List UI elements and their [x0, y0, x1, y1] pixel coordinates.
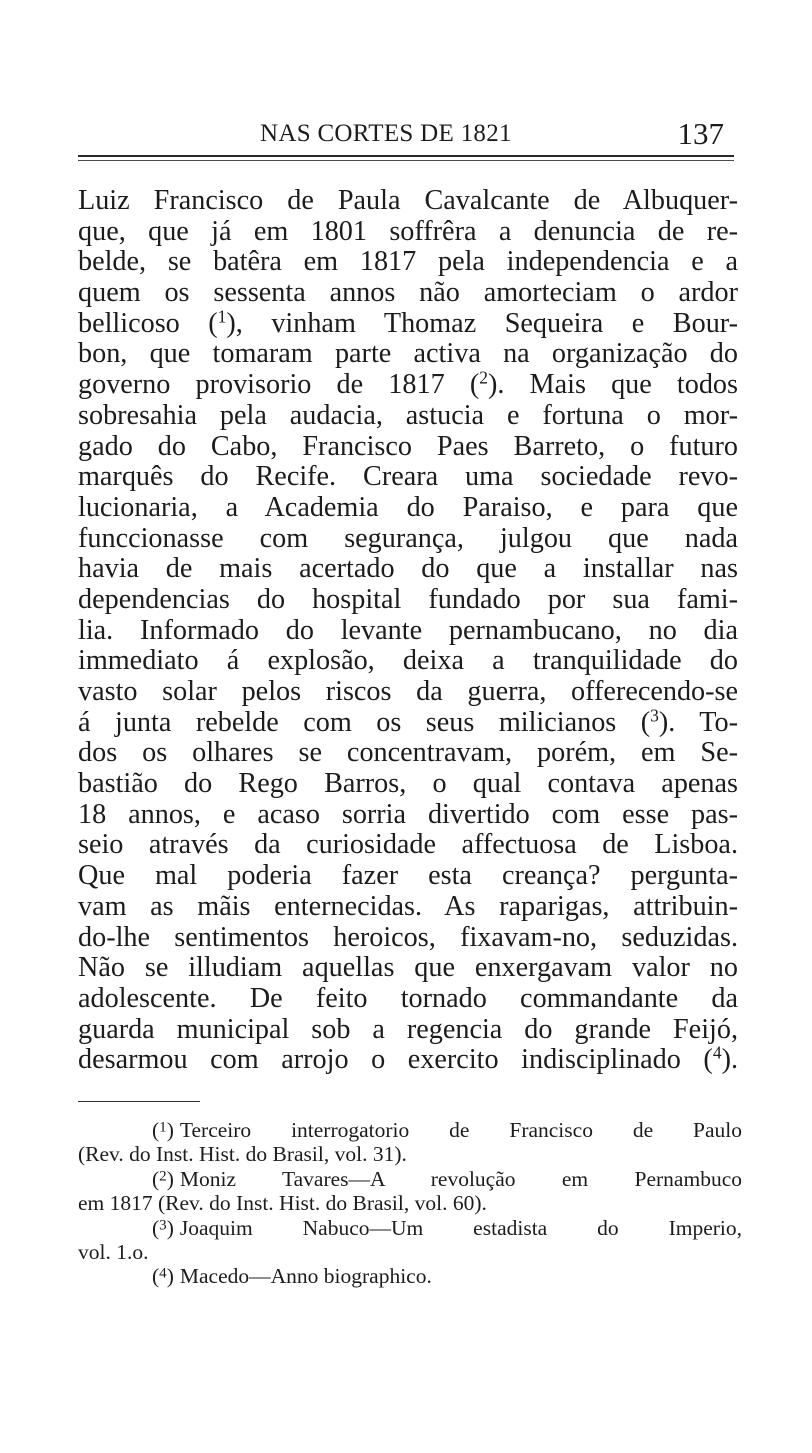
footnote-text: vol. 1.o.: [78, 1239, 149, 1264]
footnote-number: 4: [159, 1266, 167, 1283]
text-line: [78, 984, 738, 1015]
line-text: governo provisorio de 1817 (: [78, 369, 480, 401]
line-text-after: ), vinham Thomaz Sequeira e Bour-: [226, 307, 738, 339]
line-text: quem os sessenta annos não amorteciam o ardor: [78, 277, 738, 309]
text-line: [78, 800, 738, 831]
line-text: á junta rebelde com os seus milicianos (: [78, 706, 651, 738]
line-text: bon, que tomaram parte activa na organização do: [78, 338, 738, 370]
text-line: [78, 339, 738, 370]
footnote-reference: 1: [217, 306, 227, 327]
text-line: [78, 367, 738, 401]
footnote-text: em 1817 (Rev. do Inst. Hist. do Brasil, vol. 60).: [78, 1191, 487, 1216]
line-text: lia. Informado do levante pernambucano, no dia: [78, 614, 738, 646]
footnote-separator: [78, 1101, 200, 1102]
footnote-text: Terceiro interrogatorio de Francisco de Paulo: [179, 1118, 742, 1142]
line-text: bellicoso (: [78, 307, 218, 339]
line-text: sobresahia pela audacia, astucia e fortuna o mor-: [78, 399, 738, 431]
text-line: [78, 830, 738, 861]
line-text-after: ). Mais que todos: [487, 369, 738, 401]
line-text: guarda municipal sob a regencia do grande Feijó,: [78, 1013, 738, 1045]
text-line: [78, 401, 738, 432]
text-line: [78, 432, 738, 463]
text-line: [78, 554, 738, 585]
text-line: [78, 1042, 738, 1076]
footnote-number: 3: [159, 1217, 167, 1234]
line-text: funccionasse com segurança, julgou que nada: [78, 522, 738, 554]
footnote-text: Macedo—Anno biographico.: [179, 1264, 432, 1289]
footnote-line: [78, 1118, 742, 1142]
text-line: [78, 646, 738, 677]
footnote-number: 2: [159, 1168, 167, 1185]
line-text: que, que já em 1801 soffrêra a denuncia de re-: [78, 215, 738, 247]
footnote-line: [78, 1264, 742, 1288]
line-text: 18 annos, e acaso sorria divertido com esse pas-: [78, 798, 738, 830]
line-text: adolescente. De feito tornado commandante da: [78, 982, 738, 1014]
line-text: bastião do Rego Barros, o qual contava apenas: [78, 768, 738, 800]
footnote-line: [78, 1167, 742, 1191]
body-paragraph: [78, 186, 738, 1076]
line-text: vasto solar pelos riscos da guerra, offerecendo-se: [78, 676, 738, 707]
footnote-line: [78, 1240, 742, 1264]
header-rule-thick: [78, 155, 734, 157]
page-number: 137: [677, 116, 724, 151]
line-text: dependencias do hospital fundado por sua fami-: [78, 583, 738, 615]
line-text: gado do Cabo, Francisco Paes Barreto, o futuro: [78, 430, 738, 462]
text-line: [78, 923, 738, 954]
text-line: [78, 278, 738, 309]
text-line: [78, 462, 738, 493]
footnote-reference: 4: [712, 1042, 722, 1063]
footnote-line: [78, 1142, 742, 1166]
footnote-marker: ($^4$): [152, 1264, 174, 1289]
line-text: seio através da curiosidade affectuosa de Lisboa.: [78, 829, 738, 861]
text-line: [78, 738, 738, 769]
line-text-after: ).: [721, 1044, 738, 1076]
footnote-marker: ($^1$): [152, 1118, 174, 1142]
line-text: havia de mais acertado do que a installar nas: [78, 553, 738, 585]
footnote-reference: 2: [479, 367, 488, 388]
text-line: [78, 217, 738, 248]
footnote-text: Moniz Tavares—A revolução em Pernambuco: [179, 1166, 742, 1191]
line-text: marquês do Recife. Creara uma sociedade revo-: [78, 461, 738, 493]
footnote-reference: 3: [650, 705, 659, 726]
text-line: [78, 1015, 738, 1046]
line-text: desarmou com arrojo o exercito indisciplinado (: [78, 1044, 713, 1076]
text-line: [78, 861, 738, 892]
footnote-line: [78, 1191, 742, 1215]
footnote-marker: ($^2$): [152, 1166, 174, 1191]
line-text: Luiz Francisco de Paula Cavalcante de Albuquer-: [78, 185, 738, 216]
text-line: [78, 186, 738, 217]
text-line: [78, 953, 738, 984]
text-line: [78, 616, 738, 647]
text-line: [78, 585, 738, 616]
running-title: NAS CORTES DE 1821: [260, 120, 512, 147]
text-line: [78, 705, 739, 739]
running-head: [78, 116, 734, 152]
line-text: Que mal poderia fazer esta creança? pergunta-: [78, 860, 738, 892]
line-text: belde, se batêra em 1817 pela independencia e a: [78, 246, 738, 278]
line-text: Não se illudiam aquellas que enxergavam valor no: [78, 952, 738, 984]
line-text: do-lhe sentimentos heroicos, fixavam-no, seduzidas.: [78, 921, 738, 953]
text-line: [78, 524, 738, 555]
footnote-text: Joaquim Nabuco—Um estadista do Imperio,: [179, 1215, 742, 1240]
text-line: [78, 769, 738, 800]
line-text: vam as mãis enternecidas. As raparigas, attribuin-: [78, 890, 738, 922]
text-line: [78, 892, 738, 923]
text-line: [78, 493, 738, 524]
footnote-marker: ($^3$): [152, 1215, 174, 1240]
line-text: immediato á explosão, deixa a tranquilidade do: [78, 645, 738, 677]
line-text-after: ). To-: [658, 706, 739, 738]
footnote-number: 1: [159, 1119, 167, 1136]
text-line: [78, 677, 738, 708]
header-rule-thin: [78, 160, 734, 161]
text-line: [78, 247, 738, 278]
line-text: dos os olhares se concentravam, porém, em Se-: [78, 737, 738, 769]
line-text: lucionaria, a Academia do Paraiso, e para que: [78, 491, 738, 523]
text-line: [78, 306, 738, 340]
footnote-line: [78, 1216, 742, 1240]
footnote-text: (Rev. do Inst. Hist. do Brasil, vol. 31).: [78, 1142, 407, 1167]
footnotes: [78, 1118, 742, 1289]
